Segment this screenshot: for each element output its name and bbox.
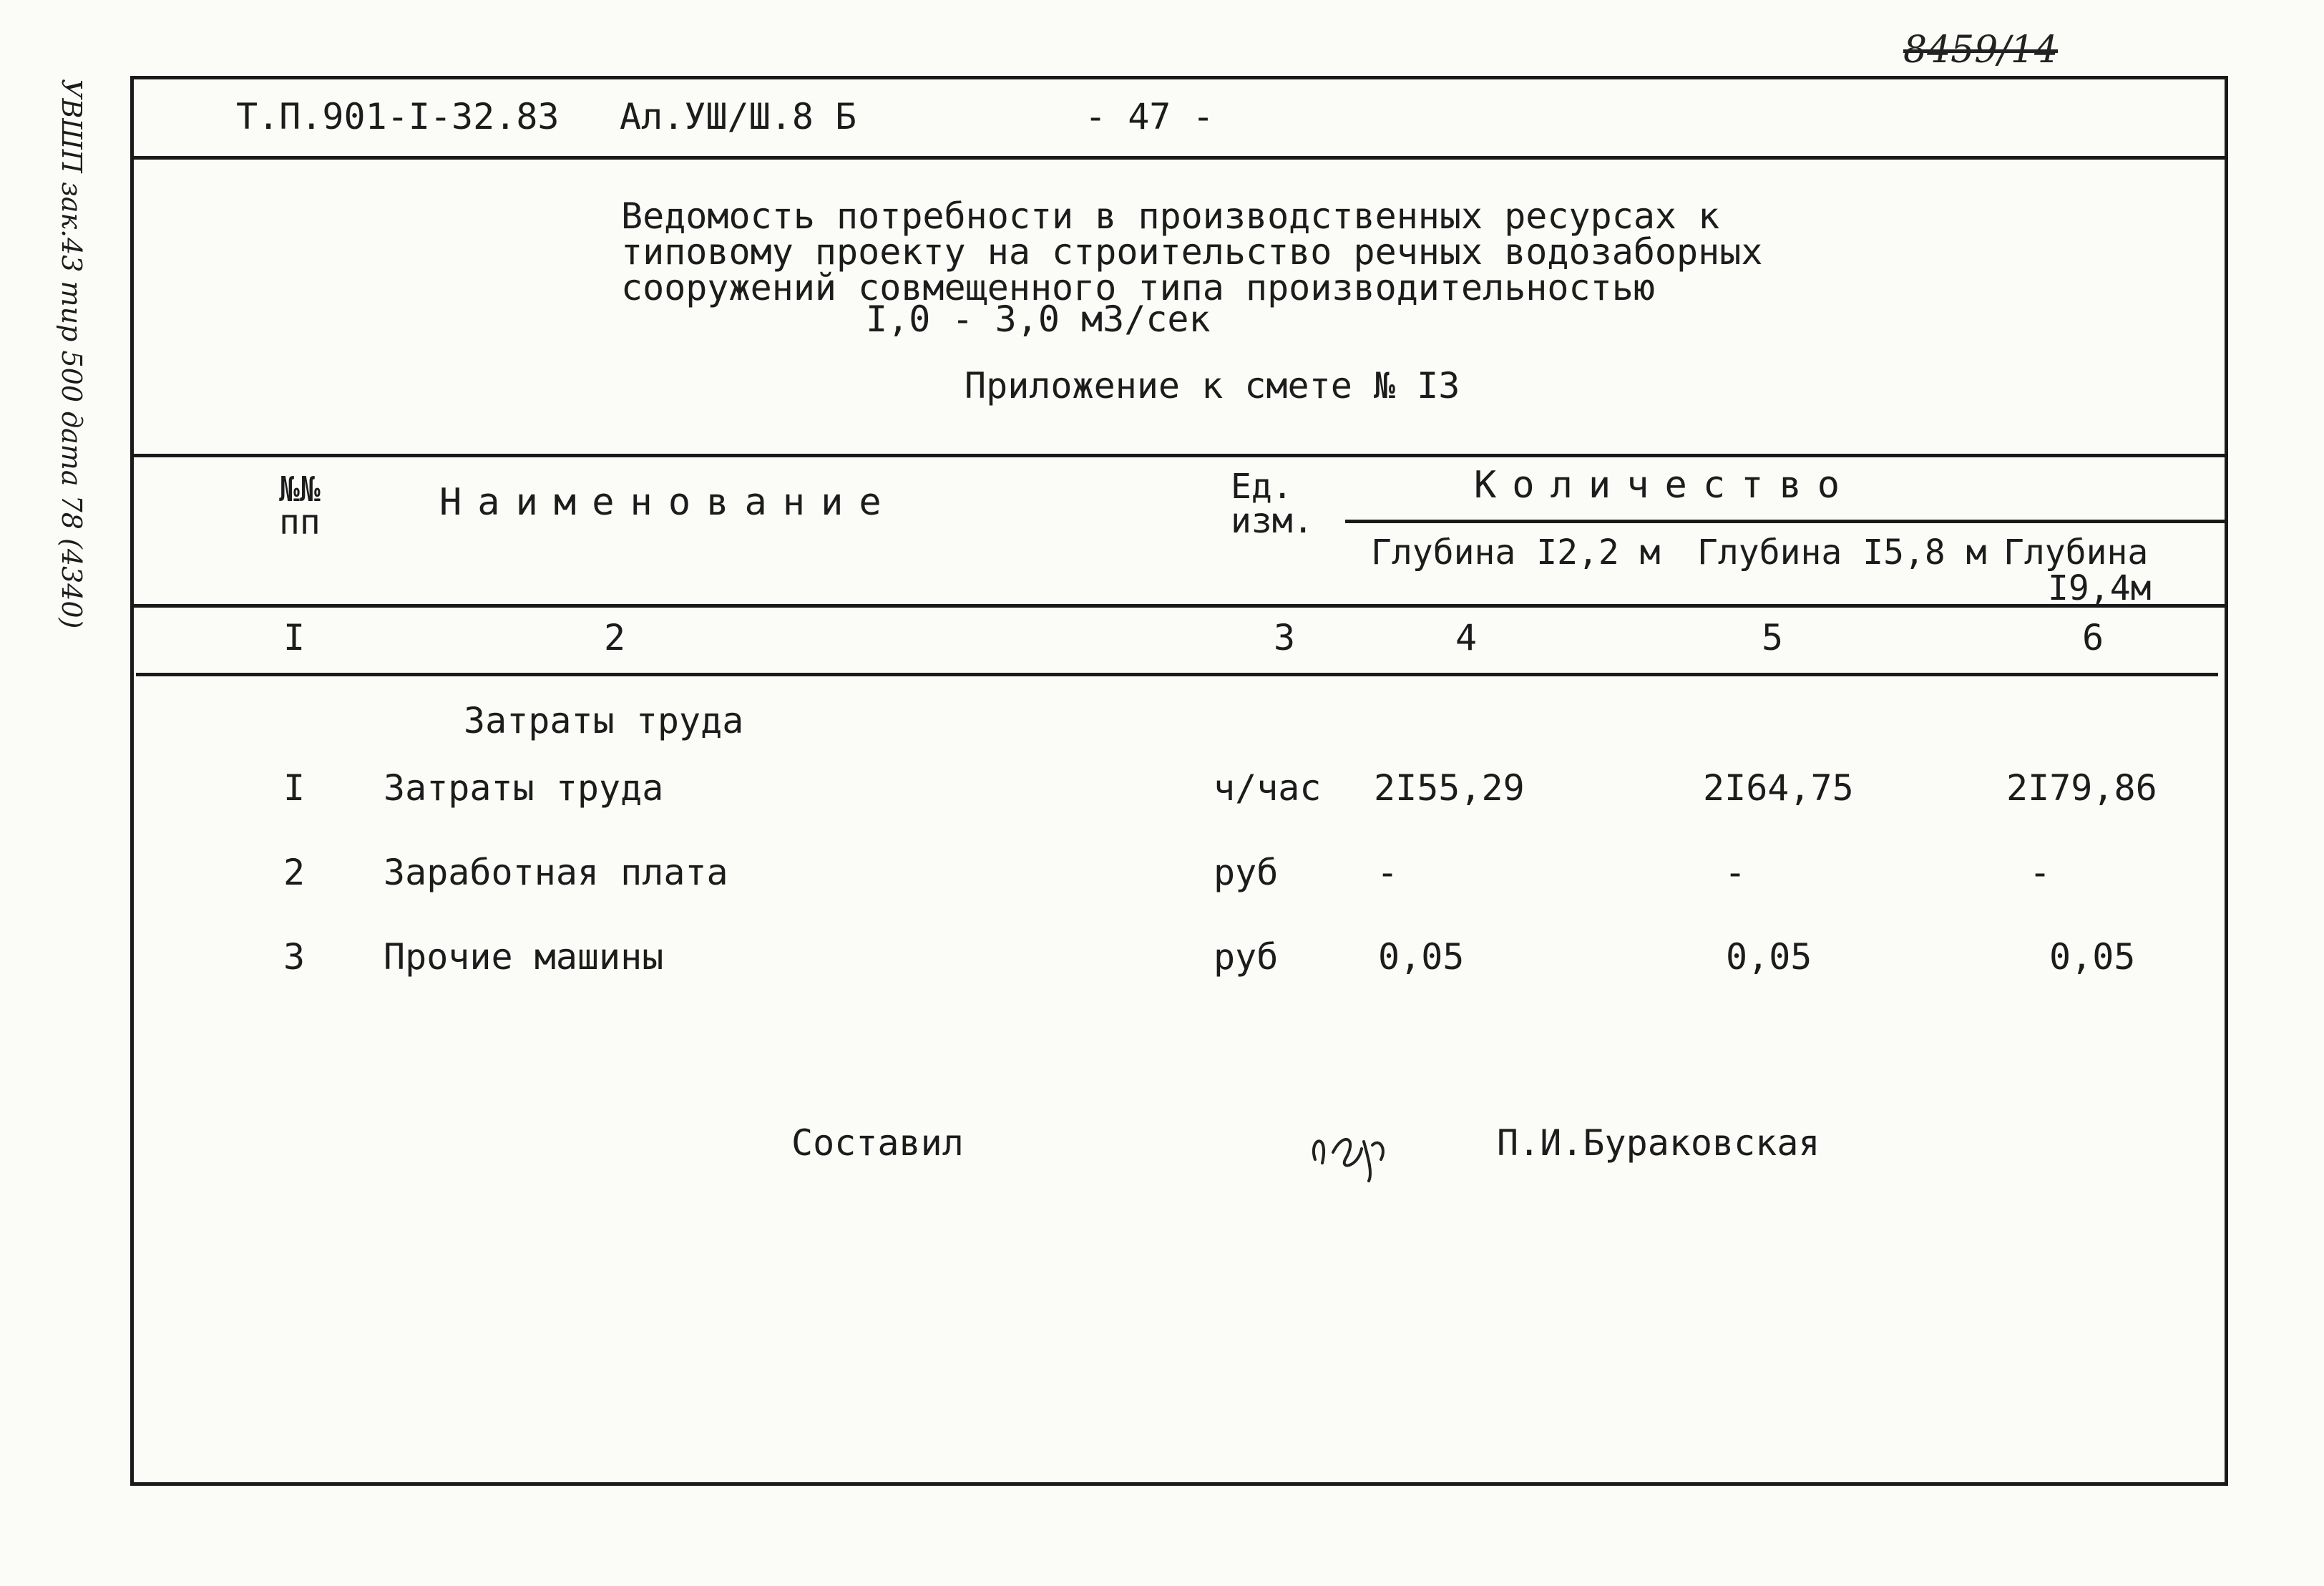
side-stamp — [56, 79, 87, 628]
title-line-3: сооружений совмещенного типа производительностью — [621, 267, 1655, 308]
title-line-2: типовому проекту на строительство речных водозаборных — [621, 231, 1763, 273]
row-3-name: Прочие машины — [384, 936, 664, 978]
title-line-4: I,0 - 3,0 м3/сек — [866, 298, 1211, 340]
col-number-6: 6 — [2082, 617, 2104, 658]
frame-right — [2225, 76, 2228, 1486]
row-3-depth-1: 0,05 — [1378, 936, 1465, 978]
section-heading: Затраты труда — [464, 700, 744, 741]
row-3-unit: руб — [1214, 936, 1279, 978]
document-number: 8459/14 — [1903, 29, 2059, 72]
col-no-header-1: №№ — [279, 470, 321, 510]
row-1-depth-1: 2I55,29 — [1374, 767, 1525, 809]
title-line-1: Ведомость потребности в производственных ресурсах к — [621, 195, 1720, 237]
row-3-depth-2: 0,05 — [1726, 936, 1812, 978]
row-1-unit: ч/час — [1214, 767, 1322, 809]
row-3-depth-3: 0,05 — [2049, 936, 2136, 978]
frame-bottom — [130, 1482, 2228, 1486]
row-2-unit: руб — [1214, 852, 1279, 893]
col-no-header-2: пп — [279, 502, 321, 543]
row-1-depth-3: 2I79,86 — [2006, 767, 2157, 809]
row-2-depth-2: - — [1724, 852, 1747, 893]
frame-left — [130, 76, 134, 1486]
row-3-no: 3 — [283, 936, 306, 978]
header-code: Т.П.901-I-32.83 — [236, 96, 560, 137]
header-album: Ал.УШ/Ш.8 Б — [620, 96, 857, 137]
col-number-2: 2 — [604, 617, 626, 658]
depth-2-header: Глубина I5,8 м — [1697, 532, 1987, 573]
compiled-by-label: Составил — [791, 1122, 964, 1164]
row-2-depth-3: - — [2029, 852, 2051, 893]
frame-top — [130, 76, 2228, 79]
column-head-rule — [130, 604, 2228, 608]
depth-rule — [1345, 520, 2228, 523]
table-top-rule — [130, 454, 2228, 457]
header-rule — [130, 156, 2228, 160]
col-number-1: I — [283, 617, 306, 658]
col-number-4: 4 — [1455, 617, 1478, 658]
row-2-depth-1: - — [1377, 852, 1399, 893]
page-number: - 47 - — [1085, 96, 1214, 137]
column-numbers-rule — [136, 673, 2218, 676]
compiler-name: П.И.Бураковская — [1497, 1122, 1820, 1164]
row-1-name: Затраты труда — [384, 767, 664, 809]
signature — [1301, 1109, 1408, 1188]
row-1-no: I — [283, 767, 306, 809]
row-2-no: 2 — [283, 852, 306, 893]
col-number-5: 5 — [1762, 617, 1784, 658]
side-stamp-text: УВШП зак.43 тир 500 дата 78 (4340) — [56, 79, 87, 629]
depth-3-header: Глубина — [2003, 532, 2149, 573]
depth-3-header-value: I9,4м — [2048, 568, 2152, 608]
appendix-title: Приложение к смете № I3 — [965, 365, 1460, 407]
col-unit-header-2: изм. — [1231, 501, 1314, 541]
col-unit-header-1: Ед. — [1231, 467, 1293, 507]
depth-1-header: Глубина I2,2 м — [1371, 532, 1661, 573]
col-qty-header: Количество — [1474, 464, 1856, 507]
col-number-3: 3 — [1274, 617, 1296, 658]
col-name-header: Наименование — [439, 481, 897, 524]
row-2-name: Заработная плата — [384, 852, 728, 893]
row-1-depth-2: 2I64,75 — [1703, 767, 1854, 809]
